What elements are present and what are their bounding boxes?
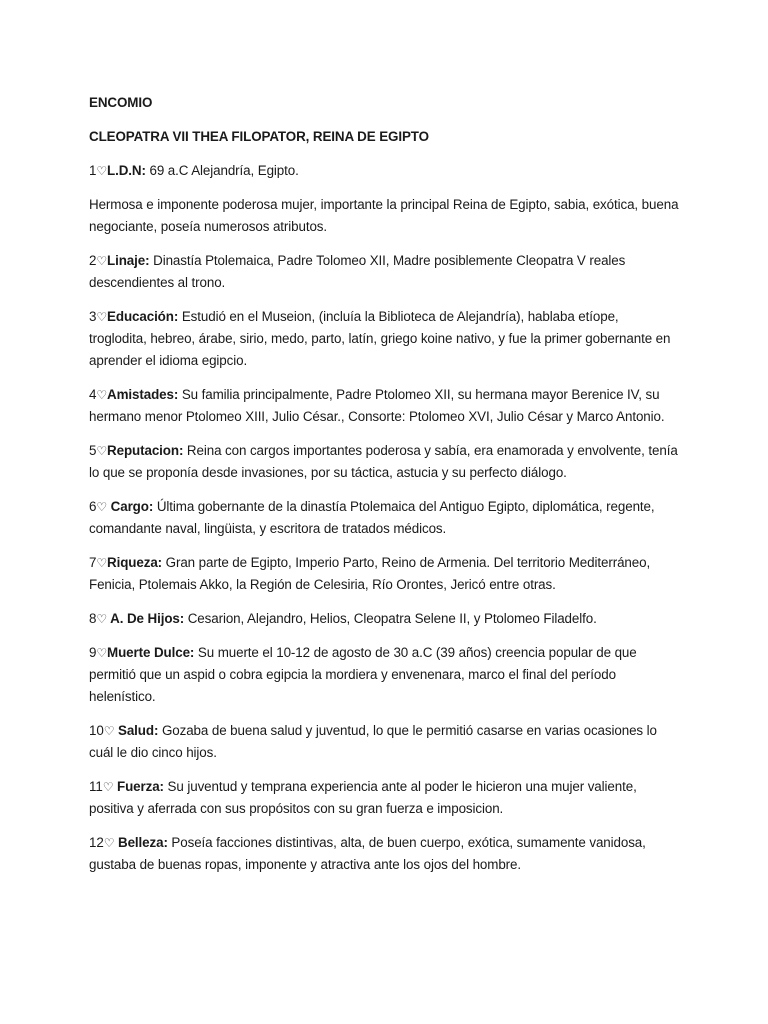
entry-label: Cargo:	[107, 499, 154, 514]
heart-icon: ♡	[103, 724, 115, 738]
entry-9	[89, 642, 679, 708]
entry-text: Última gobernante de la dinastía Ptolemaica del Antiguo Egipto, diplomática, regente, comandante naval, lingüista, y escritora de tratados médicos.	[89, 499, 655, 536]
entry-number: 3	[89, 309, 97, 324]
entry-label: Riqueza:	[107, 555, 163, 570]
entry-label: Educación:	[107, 309, 179, 324]
entry-text: 69 a.C Alejandría, Egipto.	[145, 163, 299, 178]
entry-text: Reina con cargos importantes poderosa y sabía, era enamorada y envolvente, tenía lo que se proponía desde invasiones, por su táctica, astucia y su perfecto diálogo.	[89, 443, 678, 480]
entry-number: 11	[89, 779, 103, 794]
entry-4	[89, 384, 679, 428]
heart-icon: ♡	[96, 310, 108, 324]
entry-label: Reputacion:	[107, 443, 184, 458]
heart-icon: ♡	[96, 444, 108, 458]
entry-number: 8	[89, 611, 97, 626]
entry-text: Su muerte el 10-12 de agosto de 30 a.C (39 años) creencia popular de que permitió que un aspid o cobra egipcia la mordiera y envenenara, marco el final del período helenístico.	[89, 645, 637, 704]
entry-6	[89, 496, 679, 540]
entry-number: 4	[89, 387, 97, 402]
entry-number: 9	[89, 645, 97, 660]
entry-number: 1	[89, 163, 97, 178]
entry-label: Fuerza:	[113, 779, 164, 794]
entry-12	[89, 832, 679, 876]
entry-text: Su familia principalmente, Padre Ptolomeo XII, su hermana mayor Berenice IV, su hermano menor Ptolomeo XIII, Julio César., Consorte: Ptolomeo XVI, Julio César y Marco Antonio.	[89, 387, 665, 424]
entry-1	[89, 160, 679, 182]
intro-paragraph	[89, 194, 679, 238]
document-title: ENCOMIO	[89, 95, 153, 110]
heart-icon: ♡	[102, 780, 114, 794]
entry-text: Gozaba de buena salud y juventud, lo que le permitió casarse en varias ocasiones lo cuál le dio cinco hijos.	[89, 723, 657, 760]
heart-icon: ♡	[96, 164, 108, 178]
entry-label: Belleza:	[114, 835, 168, 850]
entry-label: Muerte Dulce:	[107, 645, 195, 660]
entry-10	[89, 720, 679, 764]
entry-text: Cesarion, Alejandro, Helios, Cleopatra Selene II, y Ptolomeo Filadelfo.	[184, 611, 597, 626]
entry-label: Salud:	[114, 723, 159, 738]
heart-icon: ♡	[103, 836, 115, 850]
heart-icon: ♡	[96, 612, 108, 626]
entry-text: Gran parte de Egipto, Imperio Parto, Reino de Armenia. Del territorio Mediterráneo, Fenicia, Ptolemais Akko, la Región de Celesiria, Río Orontes, Jericó entre otras.	[89, 555, 651, 592]
entry-text: Su juventud y temprana experiencia ante al poder le hicieron una mujer valiente, positiva y aferrada con sus propósitos con su gran fuerza e imposicion.	[89, 779, 637, 816]
entry-7	[89, 552, 679, 596]
entry-2	[89, 250, 679, 294]
heart-icon: ♡	[96, 254, 108, 268]
heart-icon: ♡	[96, 646, 108, 660]
entry-label: A. De Hijos:	[107, 611, 185, 626]
entry-label: Linaje:	[107, 253, 150, 268]
entry-text: Estudió en el Museion, (incluía la Biblioteca de Alejandría), hablaba etíope, troglodita, hebreo, árabe, sirio, medo, parto, latín, griego koine nativo, y fue la primer gobernante en aprender el idioma egipcio.	[89, 309, 671, 368]
entry-number: 10	[89, 723, 104, 738]
entry-11	[89, 776, 679, 820]
heart-icon: ♡	[96, 500, 108, 514]
entry-number: 6	[89, 499, 97, 514]
entry-text: Poseía facciones distintivas, alta, de buen cuerpo, exótica, sumamente vanidosa, gustaba de buenas ropas, imponente y atractiva ante los ojos del hombre.	[89, 835, 646, 872]
document-body	[89, 92, 679, 888]
entry-number: 5	[89, 443, 97, 458]
heart-icon: ♡	[96, 556, 108, 570]
entry-number: 12	[89, 835, 104, 850]
entry-3	[89, 306, 679, 372]
entry-text: Dinastía Ptolemaica, Padre Tolomeo XII, Madre posiblemente Cleopatra V reales descendientes al trono.	[89, 253, 626, 290]
entry-number: 2	[89, 253, 97, 268]
entry-label: Amistades:	[107, 387, 179, 402]
entry-8	[89, 608, 679, 630]
heart-icon: ♡	[96, 388, 108, 402]
entry-label: L.D.N:	[107, 163, 146, 178]
intro-text: Hermosa e imponente poderosa mujer, importante la principal Reina de Egipto, sabia, exótica, buena negociante, poseía numerosos atributos.	[89, 197, 679, 234]
entry-5	[89, 440, 679, 484]
entry-number: 7	[89, 555, 97, 570]
document-subtitle: CLEOPATRA VII THEA FILOPATOR, REINA DE EGIPTO	[89, 129, 429, 144]
